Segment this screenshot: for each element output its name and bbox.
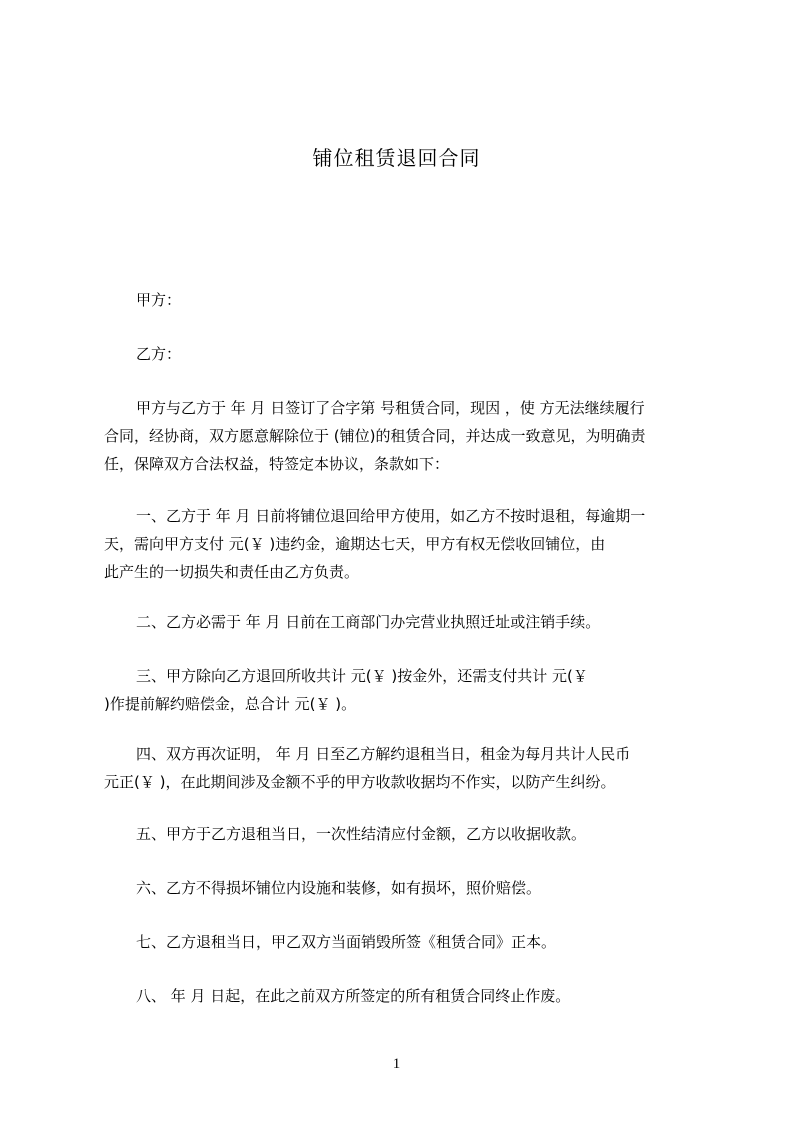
intro-line-2: 合同，经协商，双方愿意解除位于 (铺位)的租赁合同，并达成一致意见，为明确责 — [104, 427, 646, 445]
party-a-label: 甲方： — [136, 291, 182, 309]
intro-line-3: 任，保障双方合法权益，特签定本协议，条款如下： — [104, 455, 450, 473]
intro-line-1: 甲方与乙方于 年 月 日签订了合字第 号租赁合同，现因 ，使 方无法继续履行 — [136, 399, 645, 417]
clause-1-line-2: 天，需向甲方支付 元(￥ )违约金，逾期达七天，甲方有权无偿收回铺位，由 — [104, 535, 606, 553]
clause-4-line-2: 元正(￥ )，在此期间涉及金额不乎的甲方收款收据均不作实，以防产生纠纷。 — [104, 773, 616, 791]
clause-5: 五、甲方于乙方退租当日，一次性结清应付金额，乙方以收据收款。 — [136, 825, 587, 843]
clause-1-line-3: 此产生的一切损失和责任由乙方负责。 — [104, 563, 360, 581]
clause-6: 六、乙方不得损坏铺位内设施和装修，如有损坏，照价赔偿。 — [136, 879, 542, 897]
clause-3-line-1: 三、甲方除向乙方退回所收共计 元(￥ )按金外，还需支付共计 元(￥ — [136, 667, 588, 685]
clause-7: 七、乙方退租当日，甲乙双方当面销毁所签《租赁合同》正本。 — [136, 933, 557, 951]
clause-2: 二、乙方必需于 年 月 日前在工商部门办完营业执照迁址或注销手续。 — [136, 613, 601, 631]
clause-1-line-1: 一、乙方于 年 月 日前将铺位退回给甲方使用，如乙方不按时退租，每逾期一 — [136, 507, 646, 525]
clause-4-line-1: 四、双方再次证明， 年 月 日至乙方解约退租当日，租金为每月共计人民币 — [136, 745, 631, 763]
party-b-label: 乙方： — [136, 345, 182, 363]
clause-8: 八、 年 月 日起，在此之前双方所签定的所有租赁合同终止作废。 — [136, 987, 571, 1005]
clause-3-line-2: )作提前解约赔偿金，总合计 元(￥ )。 — [104, 695, 357, 713]
page-number: 1 — [392, 1056, 401, 1072]
document-title: 铺位租赁退回合同 — [312, 146, 481, 170]
